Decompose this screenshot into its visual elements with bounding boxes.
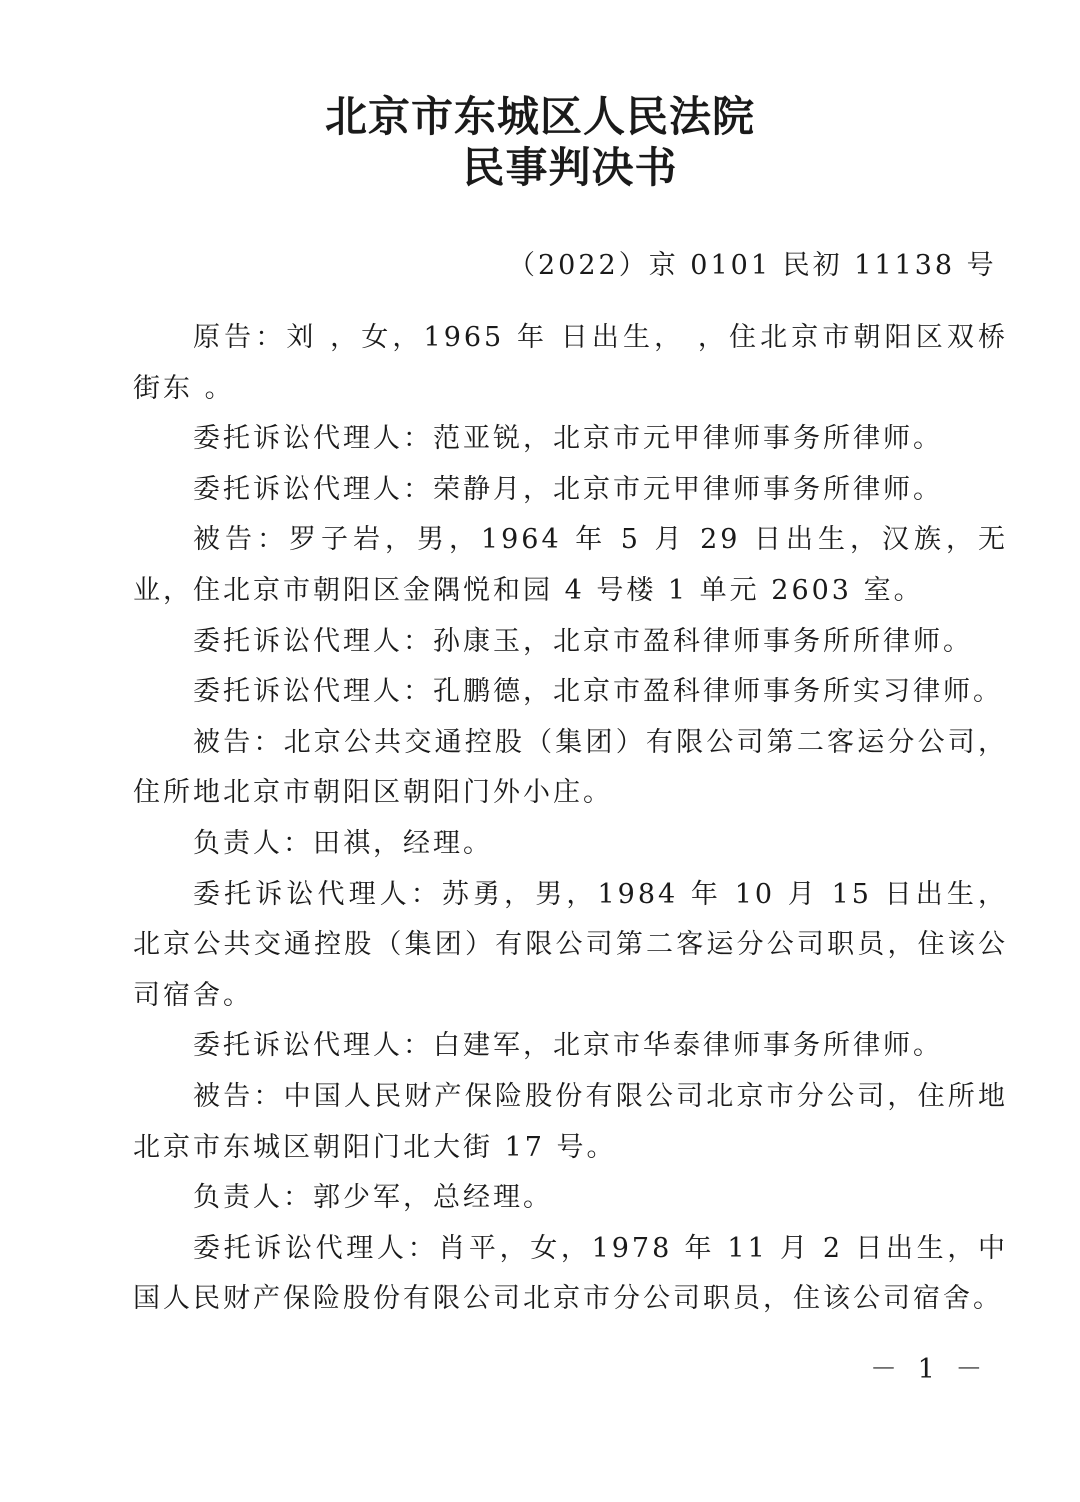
paragraph-defendant-1-agent-2: 委托诉讼代理人：孔鹏德，北京市盈科律师事务所实习律师。 bbox=[193, 676, 1003, 708]
paragraph-defendant-3-agent: 委托诉讼代理人：肖平，女，1978 年 11 月 2 日出生，中国人民财产保险股份有限公司北京市分公司职员，住该公司宿舍。 bbox=[133, 1232, 1008, 1315]
page-number: － 1 － bbox=[870, 1354, 989, 1385]
case-number: （2022）京 0101 民初 11138 号 bbox=[508, 250, 997, 281]
paragraph-defendant-3-head: 负责人：郭少军，总经理。 bbox=[193, 1182, 553, 1214]
paragraph-defendant-1-agent-1: 委托诉讼代理人：孙康玉，北京市盈科律师事务所所律师。 bbox=[193, 625, 973, 657]
paragraph-defendant-3: 被告：中国人民财产保险股份有限公司北京市分公司，住所地北京市东城区朝阳门北大街 17 号。 bbox=[133, 1080, 1008, 1163]
paragraph-defendant-2-agent-2: 委托诉讼代理人：白建军，北京市华泰律师事务所律师。 bbox=[193, 1030, 943, 1062]
paragraph-defendant-2-agent-1: 委托诉讼代理人：苏勇，男，1984 年 10 月 15 日出生，北京公共交通控股（集团）有限公司第二客运分公司职员，住该公司宿舍。 bbox=[133, 878, 1008, 1011]
paragraph-defendant-1: 被告：罗子岩，男，1964 年 5 月 29 日出生，汉族，无业，住北京市朝阳区金隅悦和园 4 号楼 1 单元 2603 室。 bbox=[133, 524, 1008, 606]
court-title: 北京市东城区人民法院 bbox=[324, 92, 755, 141]
paragraph-plaintiff: 原告：刘 ，女，1965 年 日出生， ，住北京市朝阳区双桥街东 。 bbox=[133, 322, 1008, 404]
paragraph-defendant-2-head: 负责人：田祺，经理。 bbox=[193, 827, 493, 859]
paragraph-plaintiff-agent-2: 委托诉讼代理人：荣静月，北京市元甲律师事务所律师。 bbox=[193, 473, 943, 505]
document-type-title: 民事判决书 bbox=[462, 143, 678, 192]
document-body bbox=[133, 313, 1008, 1325]
paragraph-plaintiff-agent-1: 委托诉讼代理人：范亚锐，北京市元甲律师事务所律师。 bbox=[193, 423, 943, 455]
paragraph-defendant-2: 被告：北京公共交通控股（集团）有限公司第二客运分公司，住所地北京市朝阳区朝阳门外小庄。 bbox=[133, 726, 1008, 809]
